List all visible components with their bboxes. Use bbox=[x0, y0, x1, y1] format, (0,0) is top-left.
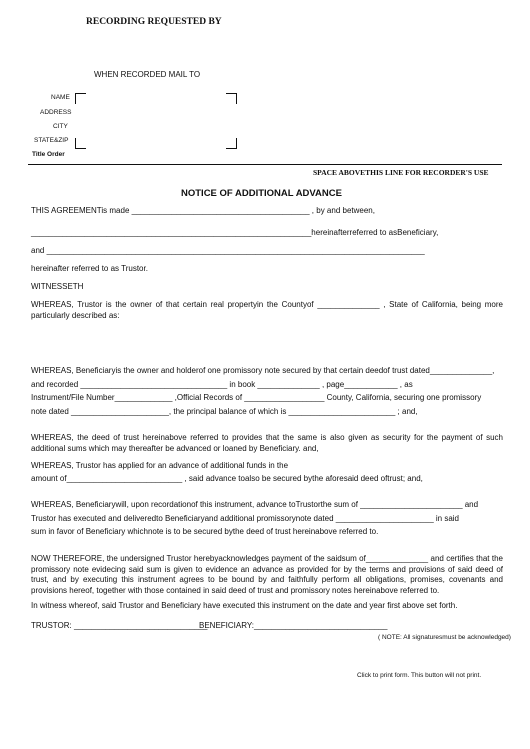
city-label: CITY bbox=[53, 123, 68, 130]
state-zip-label: STATE&ZIP bbox=[34, 137, 69, 144]
whereas-advance-line-1: WHEREAS, Trustor has applied for an advance of additional funds in the bbox=[31, 461, 289, 470]
trustor-reference: hereinafter referred to as Trustor. bbox=[31, 264, 148, 273]
form-title: NOTICE OF ADDITIONAL ADVANCE bbox=[181, 188, 342, 199]
address-box-corner-tr bbox=[226, 93, 237, 104]
whereas-note-line-1: WHEREAS, Beneficiaryis the owner and holderof one promissory note secured by that certain deedof trust dated______________, bbox=[31, 366, 495, 375]
trustor-signature-line[interactable]: ______________________________ bbox=[74, 621, 208, 630]
address-label: ADDRESS bbox=[40, 109, 72, 116]
acknowledgement-note: ( NOTE: All signaturesmust be acknowledged) bbox=[378, 634, 511, 641]
whereas-sum-line-3: sum in favor of Beneficiary whichnote is to be secured bythe deed of trust hereinabove referred to. bbox=[31, 527, 379, 536]
name-label: NAME bbox=[51, 94, 70, 101]
agreement-line: THIS AGREEMENTis made ________________________________________ , by and between, bbox=[31, 206, 375, 215]
trustor-signature-label: TRUSTOR: bbox=[31, 621, 72, 630]
recording-requested-by: RECORDING REQUESTED BY bbox=[86, 17, 222, 27]
beneficiary-signature-line[interactable]: ______________________________ bbox=[254, 621, 388, 630]
address-box-corner-bl bbox=[75, 138, 86, 149]
and-line: and _____________________________________________________________________________________ bbox=[31, 246, 425, 255]
title-order-label: Title Order bbox=[32, 151, 65, 158]
print-form-button[interactable]: Click to print form. This button will not print. bbox=[357, 672, 482, 679]
beneficiary-line: _______________________________________________________________hereinafterreferred to asBeneficiary, bbox=[31, 228, 439, 237]
when-recorded-mail-to: WHEN RECORDED MAIL TO bbox=[94, 70, 201, 79]
whereas-advance-line-2: amount of__________________________ , said advance toalso be secured bythe aforesaid deed oftrust; and, bbox=[31, 474, 423, 483]
address-box-corner-tl bbox=[75, 93, 86, 104]
whereas-note-line-4: note dated ______________________, the principal balance of which is ________________________ ; and, bbox=[31, 407, 418, 416]
whereas-note-line-2: and recorded _________________________________ in book ______________ , page____________ , as bbox=[31, 380, 413, 389]
recorder-divider-line bbox=[28, 164, 502, 165]
in-witness-line: In witness whereof, said Trustor and Beneficiary have executed this instrument on the date and year first above set forth. bbox=[31, 601, 458, 610]
whereas-sum-line-1: WHEREAS, Beneficiarywill, upon recordationof this instrument, advance toTrustorthe sum of _______________________ and bbox=[31, 500, 479, 509]
whereas-sum-line-2: Trustor has executed and deliveredto Beneficiaryand additional promissorynote dated ______________________ in said bbox=[31, 514, 460, 523]
space-above-label: SPACE ABOVETHIS LINE FOR RECORDER'S USE bbox=[313, 168, 489, 177]
beneficiary-signature-label: BENEFICIARY: bbox=[199, 621, 254, 630]
address-box-corner-br bbox=[226, 138, 237, 149]
now-therefore-paragraph: NOW THEREFORE, the undersigned Trustor herebyacknowledges payment of the saidsum of______________ and certifies that the promissory note evidecing said sum is given to evidence an advance as provided for by the terms and provisions of said deed of trust, and by executing this instrument agrees to be bound by and faithfully perform all obligations, promises, covenants and provisions hereof, together with those contained in said deed of trust and promissory notes hereinabove referred to. bbox=[31, 554, 503, 595]
witnesseth-heading: WITNESSETH bbox=[31, 282, 84, 291]
whereas-property-paragraph: WHEREAS, Trustor is the owner of that certain real propertyin the Countyof ______________ , State of California, being more particularly described as: bbox=[31, 300, 503, 320]
whereas-note-line-3: Instrument/File Number_____________ ,Official Records of __________________ County, California, securing one promissory bbox=[31, 393, 482, 402]
whereas-security-paragraph: WHEREAS, the deed of trust hereinabove referred to provides that the same is also given as security for the payment of such additional sums which may thereafter be advanced or loaned by Beneficiary. and, bbox=[31, 433, 503, 453]
